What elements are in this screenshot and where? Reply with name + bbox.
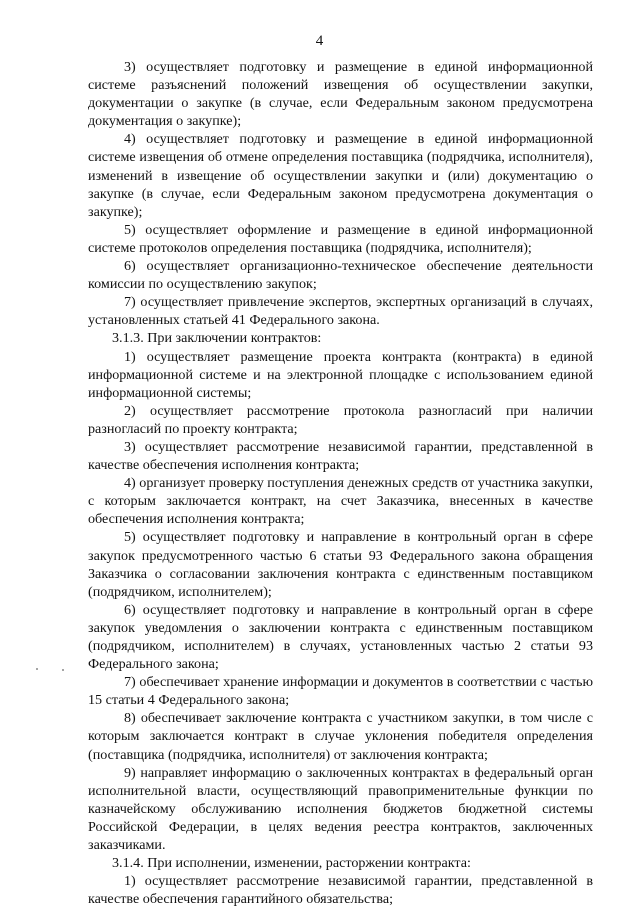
section-heading: 3.1.4. При исполнении, изменении, расторжении контракта: bbox=[112, 855, 471, 872]
list-item: 3) осуществляет рассмотрение независимой гарантии, представленной в качестве обеспечения исполнения контракта; bbox=[88, 438, 593, 474]
list-item: 1) осуществляет размещение проекта контракта (контракта) в единой информационной системе и на электронной площадке с использованием единой информационной системы; bbox=[88, 348, 593, 401]
section-heading: 3.1.3. При заключении контрактов: bbox=[112, 330, 322, 347]
list-item: 9) направляет информацию о заключенных контрактах в федеральный орган исполнительной власти, осуществляющий правоприменительные функции по казначейскому обслуживанию исполнения бюджетов бюджетной системы Российской Федерации, в целях ведения реестра контрактов, заключенных заказчиками. bbox=[88, 764, 593, 854]
list-item: 5) осуществляет подготовку и направление в контрольный орган в сфере закупок предусмотренного частью 6 статьи 93 Федерального закона обращения Заказчика о согласовании заключения контракта с единственным поставщиком (подрядчиком, исполнителем); bbox=[88, 529, 593, 600]
list-item: 7) осуществляет привлечение экспертов, экспертных организаций в случаях, установленных статьей 41 Федерального закона. bbox=[88, 294, 593, 329]
list-item: 3) осуществляет подготовку и размещение в единой информационной системе разъяснений положений извещения об осуществлении закупки, документации о закупке (в случае, если Федеральным законом предусмотрена документация о закупке); bbox=[88, 59, 593, 130]
list-item: 2) осуществляет рассмотрение протокола разногласий при наличии разногласий по проекту контракта; bbox=[88, 402, 593, 437]
list-item: 1) осуществляет рассмотрение независимой гарантии, представленной в качестве обеспечения гарантийного обязательства; bbox=[88, 873, 593, 908]
list-item: 8) обеспечивает заключение контракта с участником закупки, в том числе с которым заключается контракт в случае уклонения победителя определения (поставщика (подрядчика, исполнителя) от заключения контракта; bbox=[88, 710, 593, 763]
list-item: 4) осуществляет подготовку и размещение в единой информационной системе извещения об отмене определения поставщика (подрядчика, исполнителя), изменений в извещение об осуществлении закупки и (или) документацию о закупке (в случае, если Федеральным законом предусмотрена документация о закупке); bbox=[88, 131, 593, 220]
page-number: 4 bbox=[315, 33, 324, 49]
list-item: 4) организует проверку поступления денежных средств от участника закупки, с которым заключается контракт, на счет Заказчика, внесенных в качестве обеспечения исполнения контракта; bbox=[88, 475, 593, 528]
list-item: 6) осуществляет подготовку и направление в контрольный орган в сфере закупок уведомления о заключении контракта с единственным поставщиком (подрядчиком, исполнителем) в случаях, установленных частью 2 статьи 93 Федерального закона; bbox=[88, 601, 593, 673]
document-body bbox=[88, 58, 593, 908]
margin-mark bbox=[62, 669, 64, 671]
list-item: 6) осуществляет организационно-техническое обеспечение деятельности комиссии по осуществлению закупок; bbox=[88, 258, 593, 293]
list-item: 7) обеспечивает хранение информации и документов в соответствии с частью 15 статьи 4 Федерального закона; bbox=[88, 674, 593, 709]
margin-mark bbox=[36, 668, 38, 670]
list-item: 5) осуществляет оформление и размещение в единой информационной системе протоколов определения поставщика (подрядчика, исполнителя); bbox=[88, 221, 593, 256]
